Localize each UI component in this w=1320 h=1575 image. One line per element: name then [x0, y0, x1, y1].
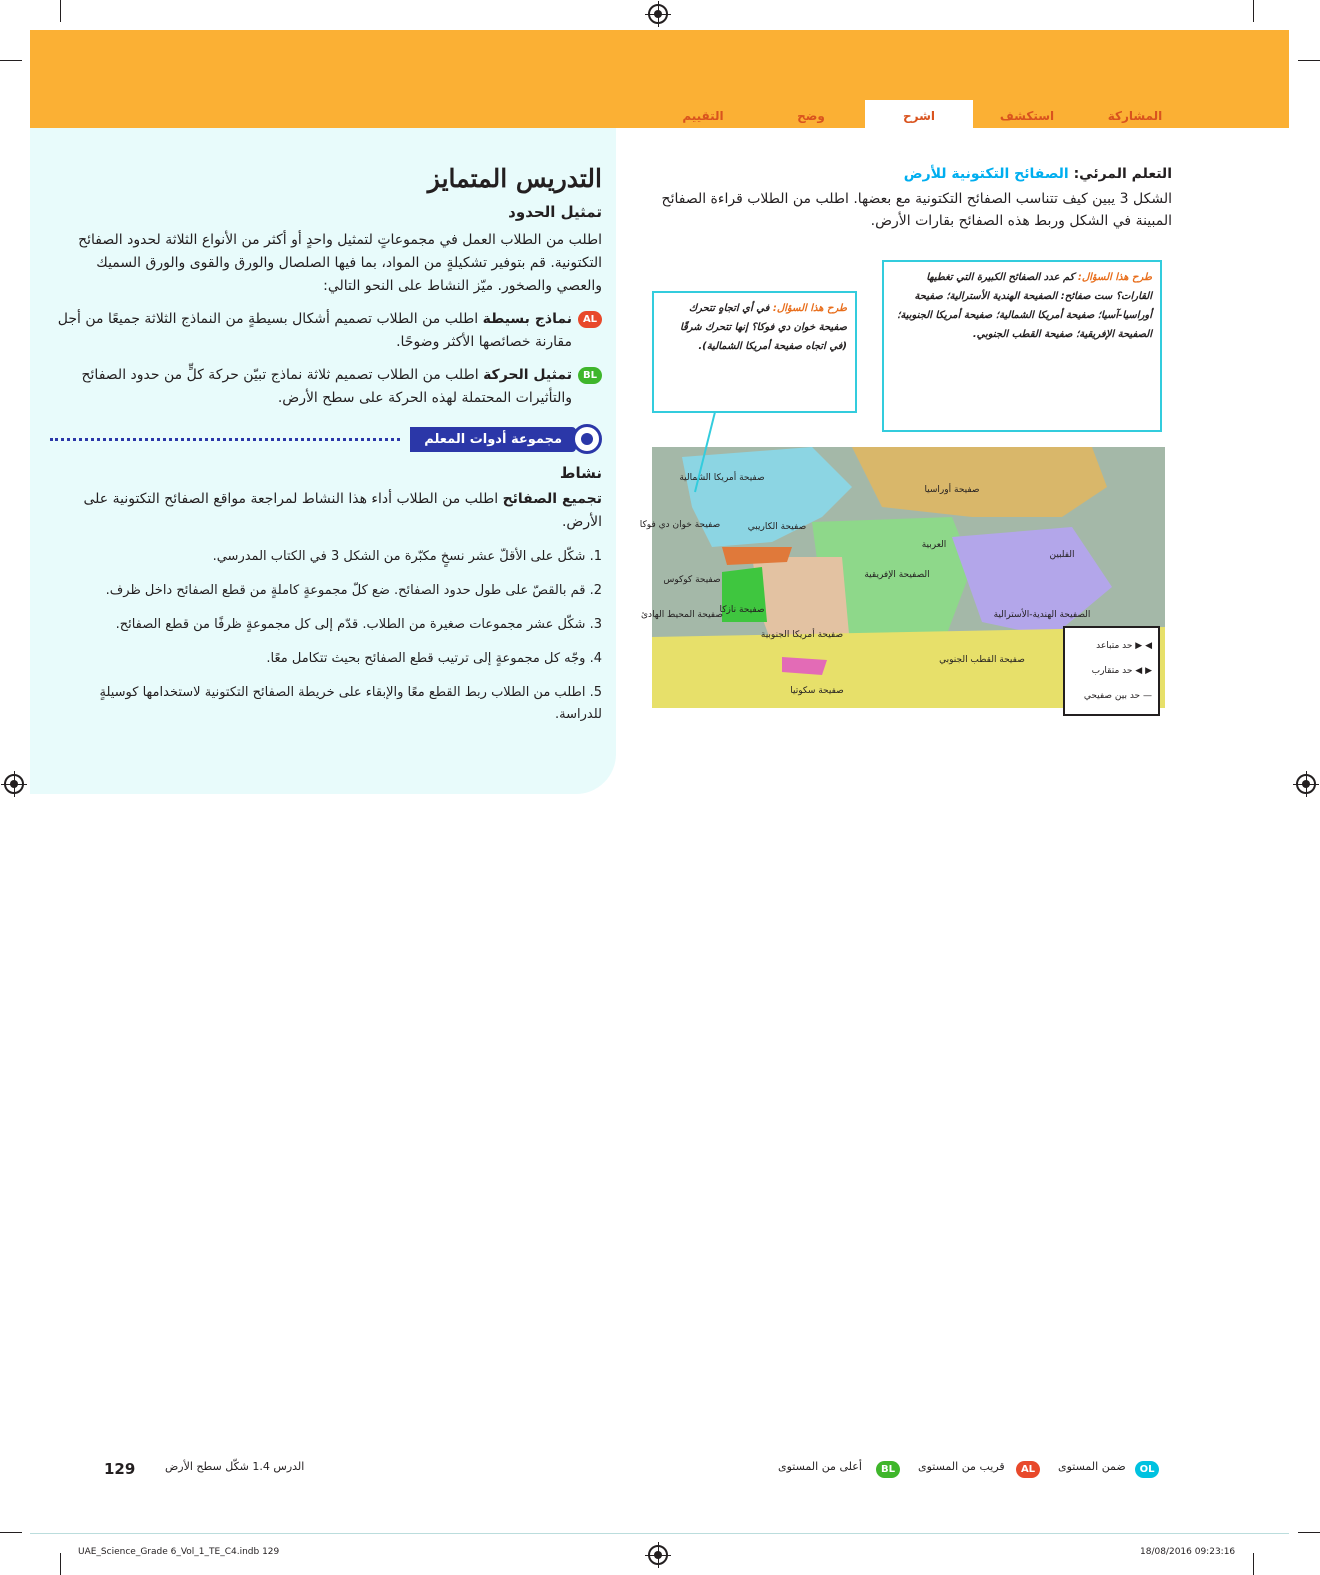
- map-label: صفيحة كوكوس: [663, 575, 721, 585]
- map-label: الصفيحة الإفريقية: [864, 570, 930, 580]
- step-item: 2. قم بالقصّ على طول حدود الصفائح. ضع كلّ مجموعةٍ كاملةٍ من قطع الصفائح داخل ظرف.: [105, 583, 602, 598]
- step-item: 1. شكّل على الأقلّ عشر نسخٍ مكبّرة من الشكل 3 في الكتاب المدرسي.: [212, 549, 602, 564]
- scotia-plate: [782, 657, 827, 675]
- legend-transform: — حد بين صفيحي: [1083, 691, 1152, 701]
- map-label: صفيحة نازكا: [719, 605, 765, 615]
- tab-evaluate[interactable]: التقييم: [682, 109, 724, 123]
- tab-elaborate[interactable]: وضح: [797, 109, 825, 123]
- bl-badge: BL: [578, 367, 602, 384]
- registration-mark-icon: [648, 1545, 668, 1565]
- map-label: صفيحة خوان دي فوكا: [639, 520, 721, 530]
- map-label: صفيحة القطب الجنوبي: [939, 655, 1025, 665]
- bl-level-item: [50, 364, 602, 410]
- sidebar-subtitle: تمثيل الحدود: [508, 203, 602, 221]
- visual-learning-section: [652, 166, 1172, 232]
- map-label: الصفيحة الهندية-الأسترالية: [993, 610, 1091, 620]
- footer-divider: [30, 1533, 1289, 1534]
- differentiated-instruction-panel: [30, 128, 616, 794]
- map-legend: [1063, 626, 1160, 716]
- visual-learning-text: الشكل 3 يبين كيف تتناسب الصفائح التكتونية مع بعضها. اطلب من الطلاب قراءة الصفائح المبينة في الشكل وربط هذه الصفائح بقارات الأرض.: [661, 191, 1172, 229]
- map-label: العربية: [921, 540, 947, 550]
- ol-badge: OL: [1135, 1461, 1159, 1478]
- tab-explain[interactable]: اشرح: [865, 100, 973, 128]
- legend-convergent: ▶ ◀ حد متقارب: [1091, 666, 1152, 676]
- tab-engage[interactable]: المشاركة: [1107, 109, 1163, 123]
- step-item: 4. وجّه كل مجموعةٍ إلى ترتيب قطع الصفائح بحيث تتكامل معًا.: [266, 651, 602, 666]
- registration-mark-icon: [648, 4, 668, 24]
- toolkit-label: مجموعة أدوات المعلم: [410, 427, 576, 452]
- sidebar-intro: اطلب من الطلاب العمل في مجموعاتٍ لتمثيل واحدٍ أو أكثر من الأنواع الثلاثة لحدود الصفائح التكتونية. قم بتوفير تشكيلةٍ من المواد، بما فيها الصلصال والورق والقوى والورق السميك والعصي والصخور. ميّز النشاط على النحو التالي:: [78, 232, 602, 294]
- bl-footer-badge: BL: [876, 1461, 900, 1478]
- page-number: 129: [104, 1460, 136, 1478]
- registration-mark-icon: [1296, 774, 1316, 794]
- step-item: 5. اطلب من الطلاب ربط القطع معًا والإبقاء على خريطة الصفائح التكتونية لاستخدامها كوسيلةٍ للدراسة.: [99, 685, 602, 722]
- al-footer-text: قريب من المستوى: [918, 1460, 1005, 1473]
- callout-pointer: [690, 412, 720, 497]
- teacher-toolkit-bar: [50, 424, 602, 454]
- sidebar-title: التدريس المتمايز: [427, 164, 602, 193]
- legend-divergent: ◀ ▶ حد متباعد: [1096, 641, 1152, 651]
- al-text: اطلب من الطلاب تصميم أشكال بسيطةٍ من النماذج الثلاثة جميعًا من أجل مقارنة خصائصها الأكثر وضوحًا.: [57, 311, 572, 350]
- bl-footer-text: أعلى من المستوى: [778, 1460, 862, 1473]
- question-callout-large-plates: طرح هذا السؤال: كم عدد الصفائح الكبيرة التي تغطيها القارات؟ ست صفائح: الصفيحة الهندية الأسترالية؛ صفيحة أوراسيا-آسيا؛ صفيحة أمريكا الشمالية؛ صفيحة أمريكا الجنوبية؛ الصفيحة الإفريقية؛ صفيحة القطب الجنوبي.: [882, 260, 1162, 432]
- map-label: صفيحة أمريكا الجنوبية: [760, 630, 844, 640]
- map-label: الفلبين: [1049, 550, 1075, 560]
- slug-right: 18/08/2016 09:23:16: [1140, 1547, 1236, 1557]
- map-label: صفيحة سكوتيا: [790, 686, 844, 696]
- question-callout-juan-de-fuca: طرح هذا السؤال: في أي اتجاهٍ تتحرك صفيحة خوان دي فوكا؟ إنها تتحرك شرقًا (في اتجاه صفيحة أمريكا الشمالية).: [652, 291, 857, 413]
- al-footer-badge: AL: [1016, 1461, 1040, 1478]
- bl-heading: تمثيل الحركة: [483, 367, 572, 383]
- map-label: صفيحة أوراسيا: [924, 485, 980, 495]
- tab-explore[interactable]: استكشف: [999, 109, 1055, 123]
- map-label: صفيحة المحيط الهادئ: [641, 610, 723, 620]
- bl-text: اطلب من الطلاب تصميم ثلاثة نماذج تبيّن حركة كلٍّ من حدود الصفائح والتأثيرات المحتملة لهذه الحركة على سطح الأرض.: [81, 367, 572, 406]
- ol-text: ضمن المستوى: [1058, 1460, 1126, 1473]
- visual-learning-heading: التعلم المرئي: الصفائح التكتونية للأرض: [903, 166, 1172, 182]
- al-level-item: [50, 308, 602, 354]
- dotted-divider: [50, 438, 400, 441]
- al-heading: نماذج بسيطة: [482, 311, 572, 327]
- slug-left: UAE_Science_Grade 6_Vol_1_TE_C4.indb 129: [78, 1547, 280, 1557]
- al-badge: AL: [578, 311, 602, 328]
- activity-text: اطلب من الطلاب أداء هذا النشاط لمراجعة مواقع الصفائح التكتونية على الأرض.: [83, 491, 602, 530]
- page-footer: [0, 1460, 1320, 1480]
- lesson-label: الدرس 1.4 شكّل سطح الأرض: [165, 1460, 305, 1473]
- map-label: صفيحة الكاريبي: [747, 522, 807, 532]
- activity-heading: نشاط: [559, 464, 602, 482]
- map-label: صفيحة أمريكا الشمالية: [679, 473, 765, 483]
- step-item: 3. شكّل عشر مجموعات صغيرة من الطلاب. قدّم إلى كل مجموعةٍ ظرفًا من قطع الصفائح.: [115, 617, 602, 632]
- activity-title: تجميع الصفائح: [502, 491, 602, 507]
- eurasian-plate: [852, 447, 1107, 517]
- toolkit-icon: [572, 424, 602, 454]
- registration-mark-icon: [4, 774, 24, 794]
- section-tabs: [30, 100, 1289, 128]
- header-banner: [30, 30, 1289, 100]
